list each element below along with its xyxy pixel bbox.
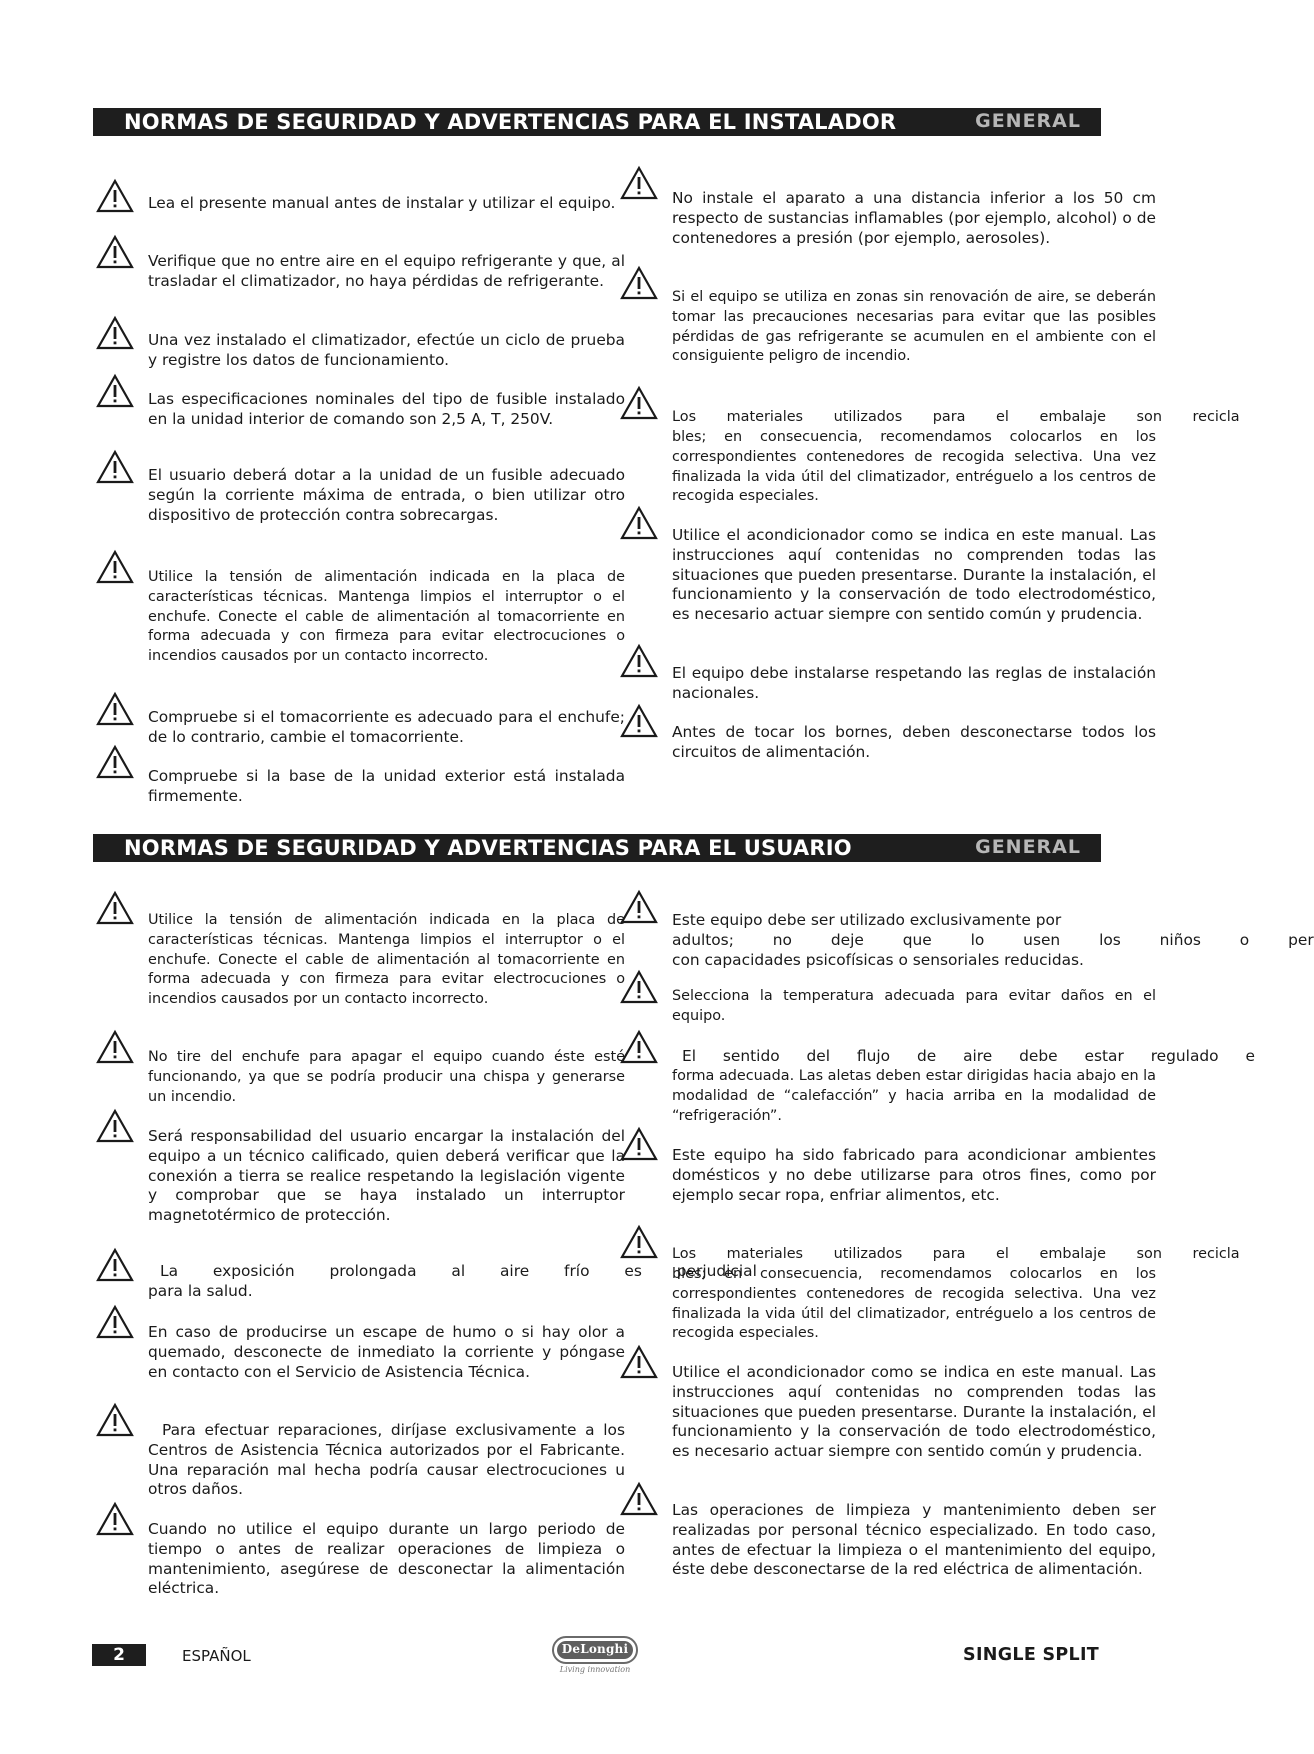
warning-text: forma adecuada. Las aletas deben estar dirigidas hacia abajo en la modalidad de “calefacción” y hacia arriba en la modalidad de “refrigeración”. — [672, 1068, 1156, 1124]
warning-triangle-icon — [96, 692, 134, 726]
warning-text: Una vez instalado el climatizador, efectúe un ciclo de prueba y registre los datos de funcionamiento. — [148, 331, 625, 369]
footer-model: SINGLE SPLIT — [963, 1645, 1099, 1665]
warning-text: Utilice la tensión de alimentación indicada en la placa de características técnicas. Mantenga limpios el interruptor o el enchufe. Conecte el cable de alimentación al tomacorriente en forma adecuada y con firmeza para evitar electrocuciones o incendios causados por un contacto incorrecto. — [148, 569, 625, 665]
warning-text: Para efectuar reparaciones, diríjase exclusivamente a los Centros de Asistencia Técnica autorizados por el Fabricante. Una reparación mal hecha podría causar electrocuciones u otros daños. — [148, 1421, 625, 1499]
warning-text: Las especificaciones nominales del tipo de fusible instalado en la unidad interior de comando son 2,5 A, T, 250V. — [148, 390, 625, 428]
warning-text: El usuario deberá dotar a la unidad de un fusible adecuado según la corriente máxima de entrada, o bien utilizar otro dispositivo de protección contra sobrecargas. — [148, 466, 625, 524]
warning-triangle-icon — [620, 1345, 658, 1379]
warning-triangle-icon — [620, 506, 658, 540]
warning-triangle-icon — [96, 891, 134, 925]
warning-text-line: Los materiales utilizados para el embalaje son recicla — [672, 1246, 1240, 1262]
warning-text-line: La exposición prolongada al aire frío es perjudicial — [160, 1262, 757, 1280]
section-tag: GENERAL — [975, 836, 1081, 858]
warning-triangle-icon — [96, 1502, 134, 1536]
warning-triangle-icon — [620, 266, 658, 300]
footer-language: ESPAÑOL — [182, 1647, 251, 1665]
warning-triangle-icon — [620, 890, 658, 924]
warning-text: Utilice la tensión de alimentación indicada en la placa de características técnicas. Mantenga limpios el interruptor o el enchufe. Conecte el cable de alimentación al tomacorriente en forma adecuada y con firmeza para evitar electrocuciones o incendios causados por un contacto incorrecto. — [148, 912, 625, 1008]
warning-text: bles; en consecuencia, recomendamos colocarlos en los correspondientes contenedores de recogida selectiva. Una vez finalizada la vida útil del climatizador, entréguelo a los centros de recogida especiales. — [672, 1266, 1156, 1342]
section-tag: GENERAL — [975, 110, 1081, 132]
warning-triangle-icon — [96, 316, 134, 350]
warning-triangle-icon — [96, 374, 134, 408]
warning-triangle-icon — [620, 1482, 658, 1516]
warning-text: Utilice el acondicionador como se indica en este manual. Las instrucciones aquí contenidas no comprenden todas las situaciones que pueden presentarse. Durante la instalación, el funcionamiento y la conservación de todo electrodoméstico, es necesario actuar siempre con sentido común y prudencia. — [672, 526, 1156, 624]
section-title: NORMAS DE SEGURIDAD Y ADVERTENCIAS PARA EL INSTALADOR — [124, 110, 897, 134]
warning-text-line: Este equipo debe ser utilizado exclusivamente por — [672, 911, 1062, 929]
section-header-installer — [93, 108, 1101, 136]
warning-text: Lea el presente manual antes de instalar y utilizar el equipo. — [148, 194, 616, 212]
warning-text: Compruebe si el tomacorriente es adecuado para el enchufe; de lo contrario, cambie el tomacorriente. — [148, 708, 625, 746]
warning-text: No instale el aparato a una distancia inferior a los 50 cm respecto de sustancias inflamables (por ejemplo, alcohol) o de contenedores a presión (por ejemplo, aerosoles). — [672, 189, 1156, 247]
warning-text: Será responsabilidad del usuario encargar la instalación del equipo a un técnico calificado, quien deberá verificar que la conexión a tierra se realice respetando la legislación vigente y comprobar que se haya instalado un interruptor magnetotérmico de protección. — [148, 1127, 625, 1225]
warning-triangle-icon — [96, 550, 134, 584]
brand-tagline: Living innovation — [559, 1665, 631, 1674]
warning-text: Selecciona la temperatura adecuada para evitar daños en el equipo. — [672, 988, 1156, 1024]
warning-text: En caso de producirse un escape de humo o si hay olor a quemado, desconecte de inmediato la corriente y póngase en contacto con el Servicio de Asistencia Técnica. — [148, 1323, 625, 1381]
warning-triangle-icon — [96, 1403, 134, 1437]
warning-text-line: El sentido del flujo de aire debe estar regulado e — [682, 1047, 1255, 1065]
warning-triangle-icon — [96, 1109, 134, 1143]
warning-text: Compruebe si la base de la unidad exterior está instalada firmemente. — [148, 767, 625, 805]
warning-text: Verifique que no entre aire en el equipo refrigerante y que, al trasladar el climatizador, no haya pérdidas de refrigerante. — [148, 252, 625, 290]
warning-triangle-icon — [96, 1248, 134, 1282]
warning-triangle-icon — [96, 450, 134, 484]
brand-name: DeLonghi — [557, 1641, 633, 1659]
warning-text-line: Los materiales utilizados para el embalaje son recicla — [672, 409, 1240, 425]
warning-triangle-icon — [620, 644, 658, 678]
warning-text: El equipo debe instalarse respetando las reglas de instalación nacionales. — [672, 664, 1156, 702]
warning-triangle-icon — [620, 1127, 658, 1161]
warning-triangle-icon — [620, 1030, 658, 1064]
warning-triangle-icon — [96, 745, 134, 779]
warning-text: Utilice el acondicionador como se indica en este manual. Las instrucciones aquí contenidas no comprenden todas las situaciones que pueden presentarse. Durante la instalación, el funcionamiento y la conservación de todo electrodoméstico, es necesario actuar siempre con sentido común y prudencia. — [672, 1363, 1156, 1461]
warning-text: No tire del enchufe para apagar el equipo cuando éste esté funcionando, ya que se podría producir una chispa y generarse un incendio. — [148, 1049, 625, 1105]
warning-triangle-icon — [96, 179, 134, 213]
warning-text: Antes de tocar los bornes, deben desconectarse todos los circuitos de alimentación. — [672, 723, 1156, 761]
warning-text-line: adultos; no deje que lo usen los niños o per — [672, 931, 1314, 949]
warning-text: para la salud. — [148, 1282, 253, 1300]
warning-triangle-icon — [96, 1305, 134, 1339]
warning-triangle-icon — [620, 166, 658, 200]
page-number: 2 — [92, 1644, 146, 1666]
section-title: NORMAS DE SEGURIDAD Y ADVERTENCIAS PARA EL USUARIO — [124, 836, 852, 860]
warning-triangle-icon — [620, 704, 658, 738]
warning-text: Si el equipo se utiliza en zonas sin renovación de aire, se deberán tomar las precauciones necesarias para evitar que las posibles pérdidas de gas refrigerante se acumulen en el ambiente con el consiguiente peligro de incendio. — [672, 289, 1156, 365]
warning-text: Cuando no utilice el equipo durante un largo periodo de tiempo o antes de realizar operaciones de limpieza o mantenimiento, asegúrese de desconectar la alimentación eléctrica. — [148, 1520, 625, 1598]
warning-triangle-icon — [620, 1225, 658, 1259]
warning-triangle-icon — [96, 235, 134, 269]
brand-logo — [552, 1636, 638, 1680]
warning-triangle-icon — [96, 1030, 134, 1064]
warning-triangle-icon — [620, 970, 658, 1004]
section-header-user — [93, 834, 1101, 862]
warning-text: Este equipo ha sido fabricado para acondicionar ambientes domésticos y no debe utilizarse para otros fines, como por ejemplo secar ropa, enfriar alimentos, etc. — [672, 1146, 1156, 1204]
warning-triangle-icon — [620, 386, 658, 420]
warning-text-line: con capacidades psicofísicas o sensoriales reducidas. — [672, 951, 1084, 969]
warning-text: bles; en consecuencia, recomendamos colocarlos en los correspondientes contenedores de recogida selectiva. Una vez finalizada la vida útil del climatizador, entréguelo a los centros de recogida especiales. — [672, 429, 1156, 505]
warning-text: Las operaciones de limpieza y mantenimiento deben ser realizadas por personal técnico especializado. En todo caso, antes de efectuar la limpieza o el mantenimiento del equipo, éste debe desconectarse de la red eléctrica de alimentación. — [672, 1501, 1156, 1579]
